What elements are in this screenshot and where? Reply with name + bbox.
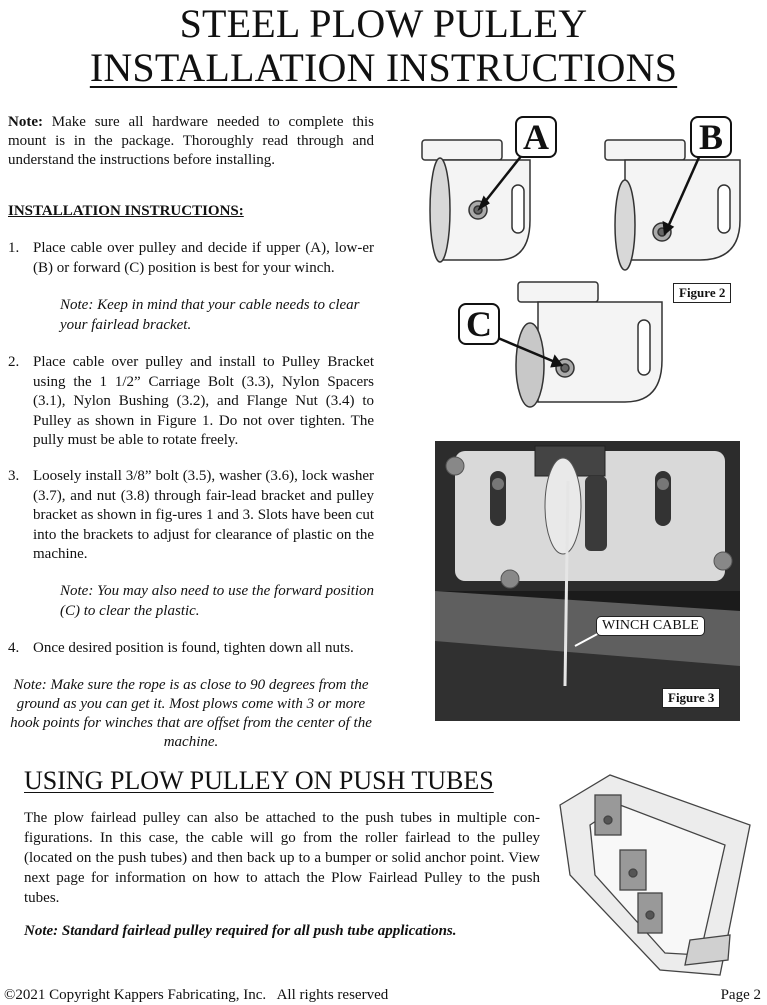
figure-3-label: Figure 3: [662, 688, 720, 708]
step-text: Place cable over pulley and decide if upper (A), low-er (B) or forward (C) position is best for your winch.: [33, 240, 374, 276]
intro-note: [8, 113, 374, 170]
rope-angle-note: Note: Make sure the rope is as close to 90 degrees from the ground as you can get it. Most plows come with 3 or more hook points for winches that are offset from the center of the machine.: [10, 677, 372, 750]
step-2: [8, 353, 374, 451]
figure-3-photo: [435, 441, 740, 721]
pulley-bracket-c: [516, 282, 662, 407]
instructions-heading: INSTALLATION INSTRUCTIONS:: [8, 203, 244, 219]
figure-2-label: Figure 2: [673, 283, 731, 303]
page-title-line1: STEEL PLOW PULLEY: [179, 1, 588, 46]
subnote-cable-clearance: Note: Keep in mind that your cable needs to clear your fairlead bracket.: [60, 297, 360, 333]
label-b: B: [690, 116, 732, 158]
figure-3-illustration: [435, 441, 740, 721]
label-c: C: [458, 303, 500, 345]
step-text: Place cable over pulley and install to Pulley Bracket using the 1 1/2” Carriage Bolt (3.3), Nylon Spacers (3.1), Nylon Bushing (3.2), and Flange Nut (3.4) to Pulley as shown in Figure 1. Do not over tighten. The pully must be able to rotate freely.: [33, 354, 374, 448]
push-tubes-note: Note: Standard fairlead pulley required for all push tube applications.: [24, 923, 457, 939]
note-text: Make sure all hardware needed to complete this mount is in the package. Thoroughly read through and understand the instructions before installing.: [8, 114, 374, 168]
step-number: 2.: [8, 354, 20, 370]
subnote-forward-position: Note: You may also need to use the forward position (C) to clear the plastic.: [60, 583, 374, 619]
page-number: Page 2: [720, 987, 761, 1003]
push-tubes-paragraph: The plow fairlead pulley can also be attached to the push tubes in multiple con-figurations. In this case, the cable will go from the roller fairlead to the pulley (located on the push tubes) and then back up to a bumper or solid anchor point. View next page for information on how to attach the Plow Fairlead Pulley to the push tubes.: [24, 810, 540, 906]
label-a: A: [515, 116, 557, 158]
step-4: [8, 639, 374, 659]
push-tubes-heading: USING PLOW PULLEY ON PUSH TUBES: [24, 766, 494, 795]
note-label: Note:: [8, 114, 43, 130]
step-number: 4.: [8, 640, 20, 656]
pulley-bracket-a: [422, 140, 530, 262]
copyright-footer: ©2021 Copyright Kappers Fabricating, Inc. All rights reserved: [4, 987, 389, 1003]
step-number: 3.: [8, 468, 20, 484]
step-3: [8, 467, 374, 565]
step-1: [8, 239, 374, 278]
page-title-line2: INSTALLATION INSTRUCTIONS: [89, 45, 678, 90]
winch-cable-label: WINCH CABLE: [596, 616, 705, 636]
pulley-bracket-b: [605, 140, 740, 270]
figure-2-illustration: [400, 110, 760, 430]
push-tubes-illustration: [550, 765, 760, 980]
step-text: Once desired position is found, tighten down all nuts.: [33, 640, 354, 656]
step-number: 1.: [8, 240, 20, 256]
step-text: Loosely install 3/8” bolt (3.5), washer (3.6), lock washer (3.7), and nut (3.8) through fair-lead bracket and pulley bracket as shown in fig-ures 1 and 3. Slots have been cut into the brackets to adjust for clearance of plastic on the machine.: [33, 468, 374, 562]
